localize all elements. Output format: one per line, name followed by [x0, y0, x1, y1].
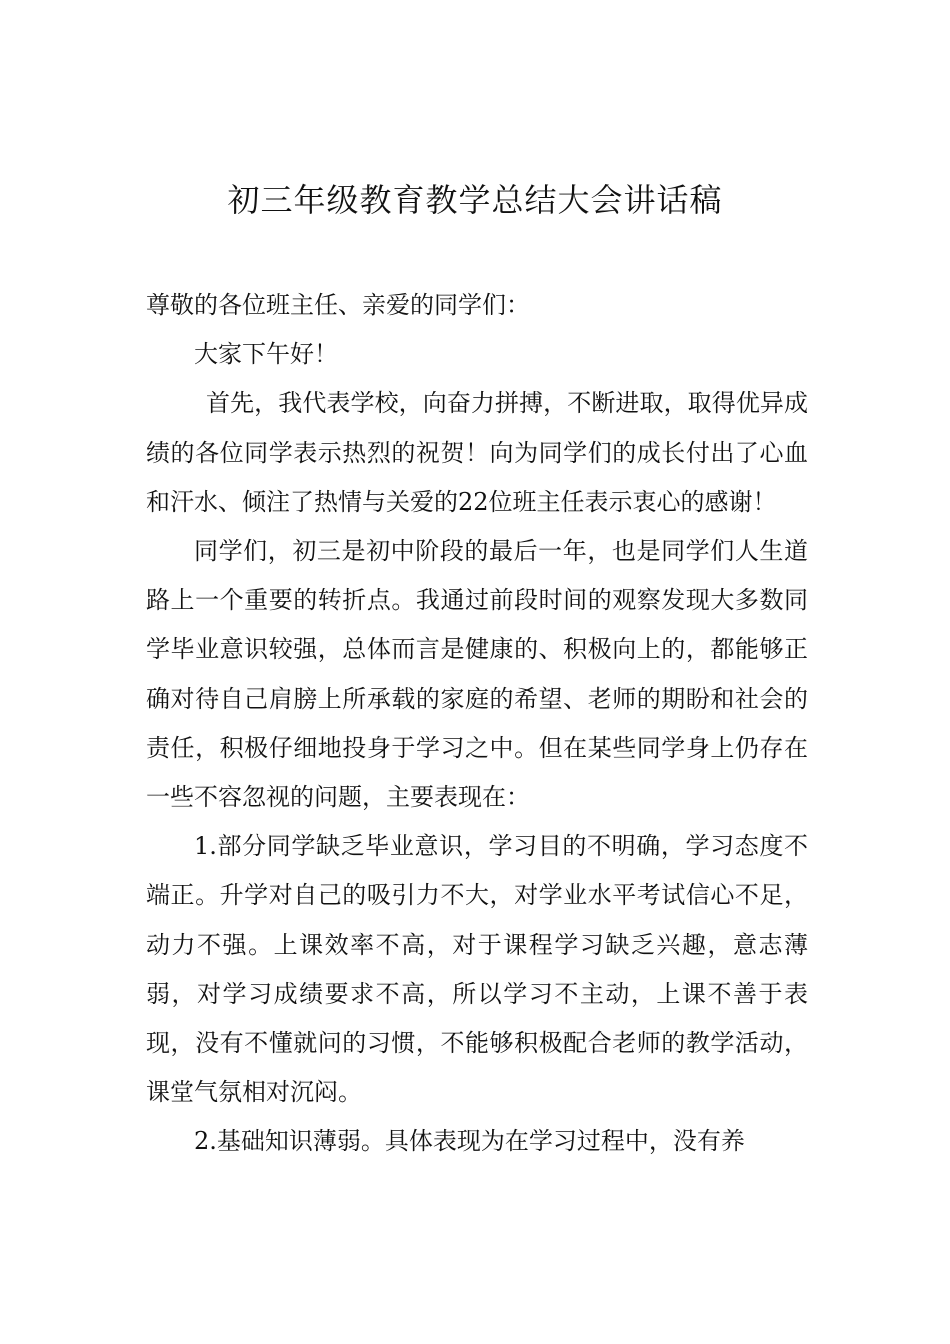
observation-paragraph: 同学们，初三是初中阶段的最后一年，也是同学们人生道路上一个重要的转折点。我通过前段时间的观察发现大多数同学毕业意识较强，总体而言是健康的、积极向上的，都能够正确对待自己肩膀上所承载的家庭的希望、老师的期盼和社会的责任，积极仔细地投身于学习之中。但在某些同学身上仍存在一些不容忽视的问题，主要表现在：	[146, 537, 808, 812]
thanks-paragraph: 首先，我代表学校，向奋力拼搏，不断进取，取得优异成绩的各位同学表示热烈的祝贺！向为同学们的成长付出了心血和汗水、倾注了热情与关爱的22位班主任表示衷心的感谢！	[146, 389, 808, 516]
salutation-paragraph: 尊敬的各位班主任、亲爱的同学们：	[146, 291, 530, 319]
document-body	[146, 281, 808, 1167]
issue-2-paragraph: 2.基础知识薄弱。具体表现为在学习过程中，没有养	[194, 1127, 745, 1156]
greeting-paragraph: 大家下午好！	[194, 340, 338, 369]
issue-1-paragraph: 1.部分同学缺乏毕业意识，学习目的不明确，学习态度不端正。升学对自己的吸引力不大，对学业水平考试信心不足，动力不强。上课效率不高，对于课程学习缺乏兴趣，意志薄弱，对学习成绩要求不高，所以学习不主动，上课不善于表现，没有不懂就问的习惯，不能够积极配合老师的教学活动，课堂气氛相对沉闷。	[146, 832, 808, 1107]
document-title: 初三年级教育教学总结大会讲话稿	[227, 181, 723, 219]
